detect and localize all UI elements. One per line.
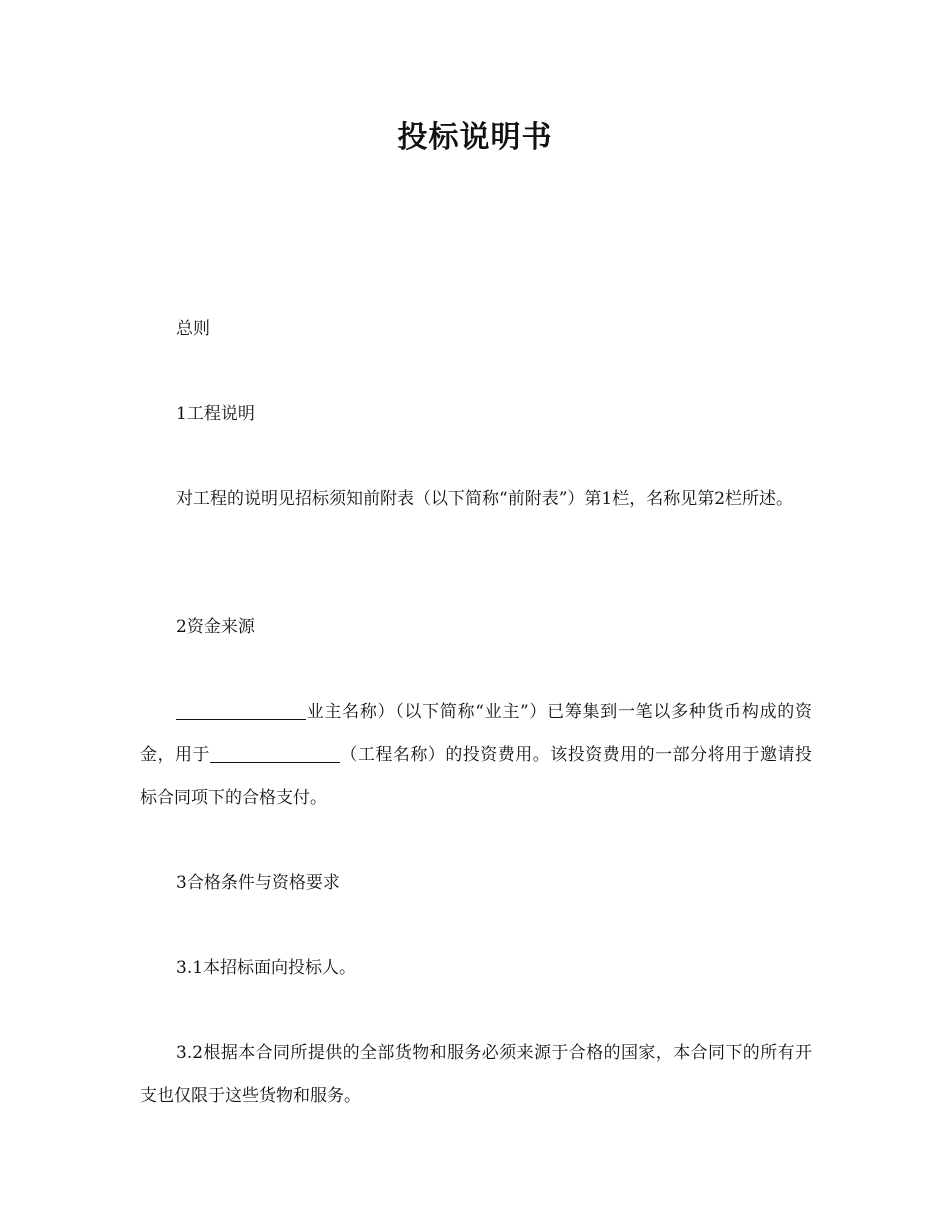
section-2-heading: 2资金来源 bbox=[176, 617, 255, 637]
project-name-blank[interactable] bbox=[210, 744, 340, 763]
section-1-body: 对工程的说明见招标须知前附表（以下简称“前附表”）第1栏，名称见第2栏所述。 bbox=[176, 489, 794, 509]
heading-general: 总则 bbox=[176, 319, 210, 339]
section-3-heading: 3合格条件与资格要求 bbox=[176, 873, 340, 893]
section-2-body-part2: （工程名称）的投资费用。该投资费用的一部分将用于邀请投标合同项下的合格支付。 bbox=[140, 745, 813, 808]
section-3-1: 3.1本招标面向投标人。 bbox=[176, 958, 357, 978]
document-title: 投标说明书 bbox=[397, 120, 553, 155]
section-3-2: 3.2根据本合同所提供的全部货物和服务必须来源于合格的国家，本合同下的所有开支也仅限于这些货物和服务。 bbox=[140, 1043, 812, 1106]
section-2-body bbox=[140, 691, 812, 820]
section-1-heading: 1工程说明 bbox=[176, 404, 255, 424]
owner-name-blank[interactable] bbox=[176, 701, 306, 720]
section-2-body-part1: 业主名称）（以下简称“业主”）已筹集到一笔以多种货币构成的资金，用于 bbox=[140, 702, 812, 765]
